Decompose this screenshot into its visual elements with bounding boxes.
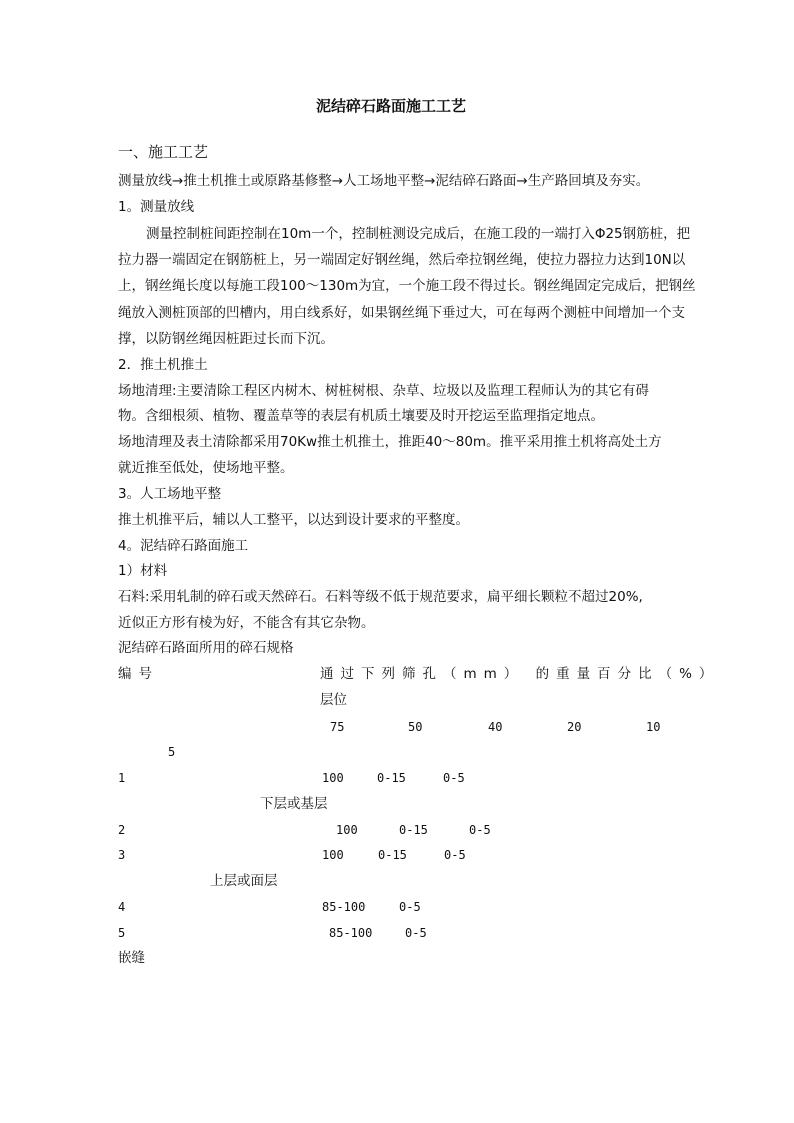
page-title: 泥结碎石路面施工工艺: [316, 97, 467, 115]
table-cell: 0-15: [377, 771, 406, 785]
item-heading: 2．推土机推土: [118, 357, 208, 373]
row-number: 4: [118, 900, 126, 914]
table-header-pass: 通过下列筛孔（mm） 的重量百分比（%）: [320, 666, 720, 682]
table-cell: 100: [322, 771, 344, 785]
table-header-no: 编号: [118, 666, 159, 682]
layer-label: 嵌缝: [118, 950, 145, 966]
table-cell: 85-100: [322, 900, 366, 914]
paragraph-line: 拉力器一端固定在钢筋桩上，另一端固定好钢丝绳，然后牵拉钢丝绳，使拉力器拉力达到10N以: [118, 252, 686, 268]
table-cell: 0-5: [405, 926, 427, 940]
item-heading: 1。测量放线: [118, 199, 195, 215]
table-cell: 0-5: [469, 823, 491, 837]
section-heading: 一、施工工艺: [118, 143, 209, 161]
row-number: 3: [118, 848, 126, 862]
table-cell: 0-15: [378, 848, 407, 862]
paragraph-line: 物。含细根须、植物、覆盖草等的表层有机质土壤要及时开挖运至监理指定地点。: [118, 408, 604, 424]
paragraph-line: 上，钢丝绳长度以每施工段100～130m为宜，一个施工段不得过长。钢丝绳固定完成后，把钢丝: [118, 278, 696, 294]
row-number: 5: [118, 926, 126, 940]
layer-label: 下层或基层: [260, 796, 328, 812]
table-caption: 泥结碎石路面所用的碎石规格: [118, 640, 294, 656]
paragraph-line: 测量控制桩间距控制在10m一个，控制桩测设完成后，在施工段的一端打入Φ25钢筋桩，把: [146, 226, 691, 242]
row-number: 2: [118, 823, 126, 837]
process-flow: 测量放线→推土机推土或原路基修整→人工场地平整→泥结碎石路面→生产路回填及夯实。: [118, 173, 650, 189]
layer-label: 上层或面层: [210, 873, 278, 889]
table-cell: 0-15: [399, 823, 428, 837]
sieve-size: 40: [488, 720, 503, 734]
paragraph-line: 场地清理及表土清除都采用70Kw推土机推土，推距40～80m。推平采用推土机将高处土方: [118, 434, 662, 450]
table-cell: 85-100: [329, 926, 373, 940]
table-cell: 100: [336, 823, 358, 837]
table-cell: 0-5: [444, 848, 466, 862]
paragraph-line: 推土机推平后，辅以人工整平，以达到设计要求的平整度。: [118, 512, 469, 528]
table-cell: 0-5: [399, 900, 421, 914]
paragraph-line: 石料:采用轧制的碎石或天然碎石。石料等级不低于规范要求，扁平细长颗粒不超过20%,: [118, 589, 643, 605]
sieve-size: 75: [330, 720, 345, 734]
item-heading: 3。人工场地平整: [118, 486, 222, 502]
sieve-size: 10: [646, 720, 661, 734]
sub-heading: 1）材料: [118, 563, 168, 579]
table-cell: 100: [322, 848, 344, 862]
table-cell: 0-5: [443, 771, 465, 785]
paragraph-line: 撑，以防钢丝绳因桩距过长而下沉。: [118, 331, 334, 347]
paragraph-line: 场地清理:主要清除工程区内树木、树桩树根、杂草、垃圾以及监理工程师认为的其它有碍: [118, 383, 650, 399]
row-number: 1: [118, 771, 126, 785]
paragraph-line: 近似正方形有棱为好，不能含有其它杂物。: [118, 615, 375, 631]
sieve-size: 5: [168, 745, 176, 759]
item-heading: 4。泥结碎石路面施工: [118, 538, 249, 554]
sieve-size: 50: [408, 720, 423, 734]
paragraph-line: 就近推至低处，使场地平整。: [118, 460, 294, 476]
table-header-layer: 层位: [320, 692, 347, 708]
sieve-size: 20: [567, 720, 582, 734]
paragraph-line: 绳放入测桩顶部的凹槽内，用白线系好，如果钢丝绳下垂过大，可在每两个测桩中间增加一个支: [118, 305, 685, 321]
